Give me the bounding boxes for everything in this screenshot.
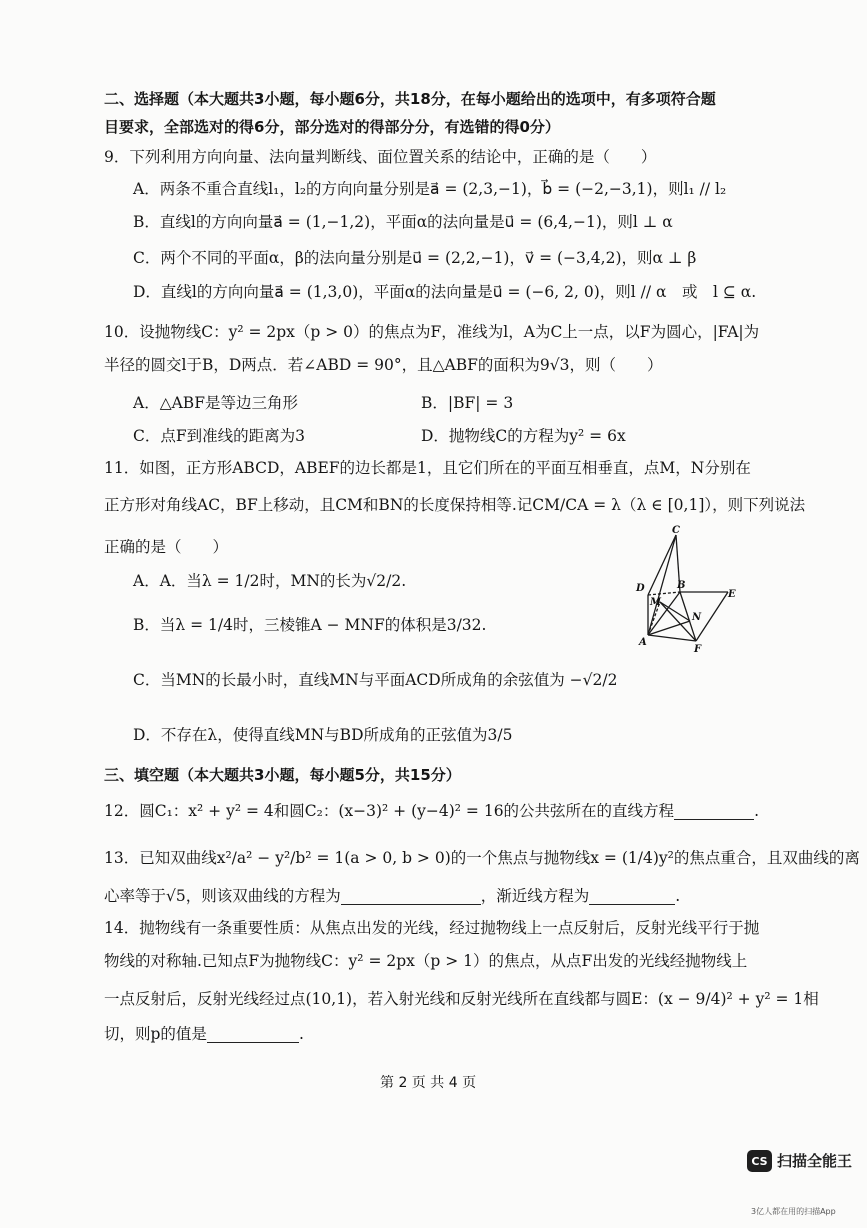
q14-end: . (298, 1025, 304, 1043)
label-a: A (639, 637, 647, 648)
q12-body: 12．圆C₁：x² + y² = 4和圆C₂：(x−3)² + (y−4)² = 16的公共弦所在的直线方程 (104, 802, 675, 820)
q9-option-a: A．两条不重合直线l₁，l₂的方向向量分别是a⃗ = (2,3,−1)，b⃗ = (−2,−3,1)，则l₁ // l₂ (133, 180, 727, 198)
q14-answer-blank (207, 1026, 299, 1043)
q10-option-c: C．点F到准线的距离为3 (133, 427, 305, 445)
q11-option-a: A．A．当λ = 1/2时，MN的长为√2/2. (133, 572, 407, 590)
section2-heading: 二、选择题（本大题共3小题，每小题6分，共18分，在每小题给出的选项中，有多项符合题 (104, 90, 716, 108)
label-c: C (672, 525, 680, 536)
q10-stem-cont: 半径的圆交l于B，D两点．若∠ABD = 90°，且△ABF的面积为9√3，则（ ） (104, 356, 663, 374)
q9-option-c: C．两个不同的平面α，β的法向量分别是u⃗ = (2,2,−1)，v⃗ = (−3,4,2)，则α ⊥ β (133, 249, 697, 267)
q9-option-b: B．直线l的方向向量a⃗ = (1,−1,2)，平面α的法向量是u⃗ = (6,4,−1)，则l ⊥ α (133, 213, 673, 231)
label-n: N (692, 612, 702, 623)
label-m: M (650, 597, 662, 608)
q11-option-c: C．当MN的长最小时，直线MN与平面ACD所成角的余弦值为 −√2/2 (133, 671, 618, 689)
q13-end: . (675, 887, 681, 905)
q11-stem: 11．如图，正方形ABCD，ABEF的边长都是1，且它们所在的平面互相垂直，点M，N分别在 (104, 459, 751, 477)
q14-line3: 一点反射后，反射光线经过点(10,1)，若入射光线和反射光线所在直线都与圆E：(x − 9/4)² + y² = 1相 (104, 990, 819, 1008)
q13-part1: 心率等于√5，则该双曲线的方程为 (104, 887, 341, 905)
q13-part2: ，渐近线方程为 (480, 887, 590, 905)
watermark-name: 扫描全能王 (777, 1152, 853, 1170)
label-b: B (677, 580, 686, 591)
label-f: F (694, 644, 702, 655)
q10-option-d: D．抛物线C的方程为y² = 6x (421, 427, 626, 445)
scanner-watermark (747, 1150, 859, 1216)
page-footer: 第 2 页 共 4 页 (380, 1075, 477, 1091)
q13-equation-blank (341, 888, 481, 905)
q9-option-d: D．直线l的方向向量a⃗ = (1,3,0)，平面α的法向量是u⃗ = (−6, 2, 0)，则l // α 或 l ⊆ α. (133, 283, 757, 301)
q12-answer-blank (674, 803, 754, 820)
q11-stem-cont: 正方形对角线AC，BF上移动，且CM和BN的长度保持相等.记CM/CA = λ（λ ∈ [0,1]），则下列说法 (104, 496, 806, 514)
section2-heading-cont: 目要求，全部选对的得6分，部分选对的得部分分，有选错的得0分） (104, 118, 560, 136)
q14-body: 切，则p的值是 (104, 1025, 207, 1043)
edge-af (648, 635, 696, 641)
segment-mf (660, 602, 696, 641)
q11-option-b: B．当λ = 1/4时，三棱锥A − MNF的体积是3/32. (133, 616, 487, 634)
q10-option-a: A．△ABF是等边三角形 (133, 394, 298, 412)
q12-text (104, 800, 759, 822)
label-e: E (728, 589, 736, 600)
q12-end: . (754, 802, 759, 820)
q11-stem-end: 正确的是（ ） (104, 538, 229, 556)
q11-option-d: D．不存在λ，使得直线MN与BD所成角的正弦值为3/5 (133, 726, 513, 744)
q13-text-cont (104, 885, 680, 907)
label-d: D (636, 583, 645, 594)
q10-stem: 10．设抛物线C：y² = 2px（p > 0）的焦点为F，准线为l，A为C上一点，以F为圆心，|FA|为 (104, 323, 760, 341)
watermark-subtitle: 3亿人都在用的扫描App (751, 1207, 836, 1216)
q9-stem: 9．下列利用方向向量、法向量判断线、面位置关系的结论中，正确的是（ ） (104, 148, 657, 166)
q14-line2: 物线的对称轴.已知点F为抛物线C：y² = 2px（p > 1）的焦点，从点F出发的光线经抛物线上 (104, 952, 748, 970)
edge-db-hidden (648, 592, 680, 595)
cube-geometry-figure (628, 525, 748, 655)
q13-asymptote-blank (589, 888, 675, 905)
q10-option-b: B．|BF| = 3 (421, 394, 514, 412)
q13-text: 13．已知双曲线x²/a² − y²/b² = 1(a > 0, b > 0)的一个焦点与抛物线x = (1/4)y²的焦点重合，且双曲线的离 (104, 849, 860, 867)
q14-line1: 14．抛物线有一条重要性质：从焦点出发的光线，经过抛物线上一点反射后，反射光线平行于抛 (104, 919, 760, 937)
section3-heading: 三、填空题（本大题共3小题，每小题5分，共15分） (104, 766, 461, 784)
camscanner-logo-icon: CS (747, 1150, 772, 1172)
q14-line4 (104, 1023, 304, 1045)
